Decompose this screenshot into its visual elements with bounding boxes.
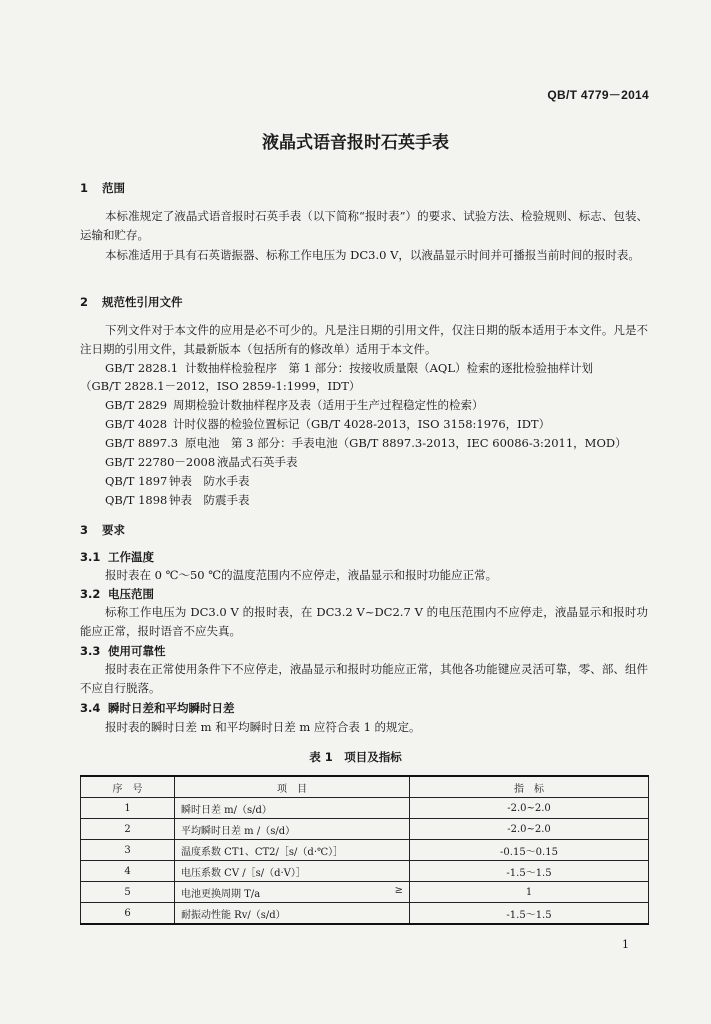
row-value: 1 [410, 882, 649, 903]
ref-item: GB/T 2828.1 计数抽样检验程序 第 1 部分：按接收质量限（AQL）检索的逐批检验抽样计划 [105, 361, 593, 375]
section-1-paragraph-2: 本标准适用于具有石英谐振器、标称工作电压为 DC3.0 V，以液晶显示时间并可播报当前时间的报时表。 [105, 248, 640, 262]
section-1-heading: 1 范围 [80, 181, 125, 195]
section-2-intro: 下列文件对于本文件的应用是必不可少的。凡是注日期的引用文件，仅注日期的版本适用于本文件。凡是不注日期的引用文件，其最新版本（包括所有的修改单）适用于本文件。 [80, 323, 648, 356]
standard-code: QB/T 4779－2014 [547, 88, 649, 102]
subsection-3-4-text: 报时表的瞬时日差 m 和平均瞬时日差 m 应符合表 1 的规定。 [105, 720, 421, 734]
subsection-3-3-text: 报时表在正常使用条件下不应停走，液晶显示和报时功能应正常，其他各功能键应灵活可靠，零、部、组件不应自行脱落。 [80, 662, 648, 695]
table-header-row [81, 776, 649, 798]
section-1-paragraph-1: 本标准规定了液晶式语音报时石英手表（以下简称“报时表”）的要求、试验方法、检验规则、标志、包装、运输和贮存。 [80, 209, 648, 242]
subsection-3-3-heading: 3.3 使用可靠性 [80, 644, 166, 658]
subsection-3-1-heading: 3.1 工作温度 [80, 550, 154, 564]
row-value: -0.15～0.15 [410, 840, 649, 861]
ref-item-continuation: （GB/T 2828.1－2012，ISO 2859-1:1999，IDT） [80, 379, 361, 393]
ref-item: GB/T 4028 计时仪器的检验位置标记（GB/T 4028-2013，ISO 3158:1976，IDT） [105, 417, 551, 431]
row-index: 5 [81, 882, 175, 903]
row-index: 2 [81, 819, 175, 840]
table-row [81, 819, 649, 840]
row-value: -1.5～1.5 [410, 861, 649, 882]
table-row [81, 798, 649, 819]
row-value: -2.0~2.0 [410, 819, 649, 840]
table-row [81, 903, 649, 925]
row-value: -1.5～1.5 [410, 903, 649, 925]
ref-item: QB/T 1897 钟表 防水手表 [105, 474, 250, 488]
row-item: 电池更换周期 T/a ≥ [175, 882, 410, 903]
section-3-heading: 3 要求 [80, 523, 125, 537]
subsection-3-1-text: 报时表在 0 ℃～50 ℃的温度范围内不应停走，液晶显示和报时功能应正常。 [105, 568, 498, 582]
ref-item: GB/T 22780－2008 液晶式石英手表 [105, 455, 298, 469]
col-header-value: 指 标 [410, 776, 649, 798]
col-header-item: 项 目 [175, 776, 410, 798]
page-title: 液晶式语音报时石英手表 [262, 133, 449, 153]
row-item: 平均瞬时日差 m /（s/d） [175, 819, 410, 840]
subsection-3-4-heading: 3.4 瞬时日差和平均瞬时日差 [80, 701, 235, 715]
table-row [81, 861, 649, 882]
row-item: 电压系数 CV /［s/（d·V）］ [175, 861, 410, 882]
row-item: 温度系数 CT1、CT2/［s/（d·℃）］ [175, 840, 410, 861]
table-row [81, 882, 649, 903]
table-row [81, 840, 649, 861]
subsection-3-2-text: 标称工作电压为 DC3.0 V 的报时表，在 DC3.2 V~DC2.7 V 的电压范围内不应停走，液晶显示和报时功能应正常，报时语音不应失真。 [80, 605, 648, 638]
row-value: -2.0~2.0 [410, 798, 649, 819]
ref-item: GB/T 2829 周期检验计数抽样程序及表（适用于生产过程稳定性的检索） [105, 398, 484, 412]
row-index: 1 [81, 798, 175, 819]
ref-item: QB/T 1898 钟表 防震手表 [105, 493, 250, 507]
page-number: 1 [622, 938, 629, 951]
table-caption: 表 1 项目及指标 [309, 750, 402, 764]
row-index: 3 [81, 840, 175, 861]
col-header-index: 序 号 [81, 776, 175, 798]
row-item: 瞬时日差 m/（s/d） [175, 798, 410, 819]
row-item: 耐振动性能 Rv/（s/d） [175, 903, 410, 925]
subsection-3-2-heading: 3.2 电压范围 [80, 587, 154, 601]
spec-table [80, 775, 649, 925]
row-index: 4 [81, 861, 175, 882]
ref-item: GB/T 8897.3 原电池 第 3 部分：手表电池（GB/T 8897.3-2013，IEC 60086-3:2011，MOD） [105, 436, 627, 450]
section-2-heading: 2 规范性引用文件 [80, 295, 183, 309]
row-index: 6 [81, 903, 175, 925]
